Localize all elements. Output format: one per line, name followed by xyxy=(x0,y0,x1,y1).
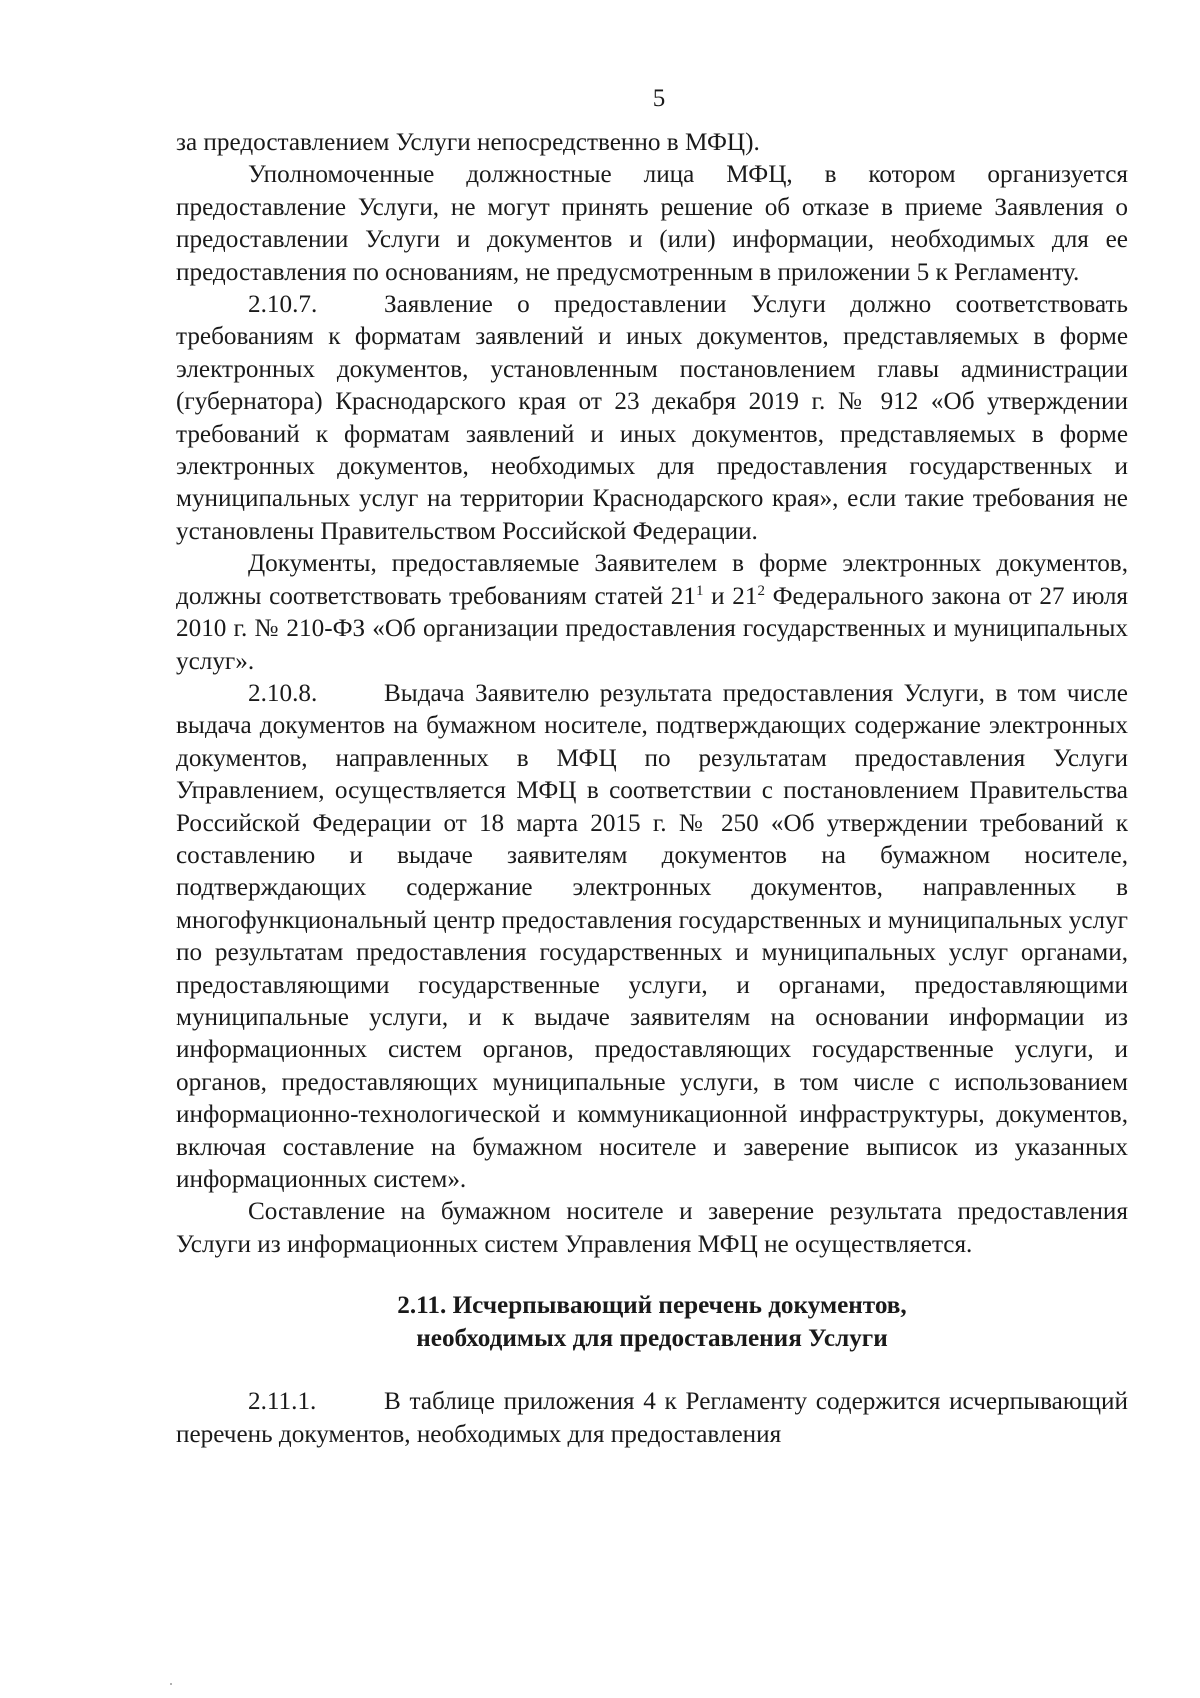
paragraph-text: Выдача Заявителю результата предоставления Услуги, в том числе выдача документов на бумажном носителе, подтверждающих содержание электронных документов, направленных в МФЦ по результатам предоставления Услуги Управлением, осуществляется МФЦ в соответствии с постановлением Правительства Российской Федерации от 18 марта 2015 г. № 250 «Об утверждении требований к составлению и выдаче заявителям документов на бумажном носителе, подтверждающих содержание электронных документов, направленных в многофункциональный центр предоставления государственных и муниципальных услуг по результатам предоставления государственных и муниципальных услуг органами, предоставляющими государственные услуги, и органами, предоставляющими муниципальные услуги, и к выдаче заявителям на основании информации из информационных систем органов, предоставляющих государственные услуги, и органов, предоставляющих муниципальные услуги, в том числе с использованием информационно-технологической и коммуникационной инфраструктуры, документов, включая составление на бумажном носителе и заверение выписок из указанных информационных систем». xyxy=(176,679,1128,1193)
paragraph-2-10-8 xyxy=(176,678,1128,1197)
heading-line-2: необходимых для предоставления Услуги xyxy=(416,1325,888,1353)
document-body xyxy=(176,127,1128,1451)
paragraph-text: Составление на бумажном носителе и заверение результата предоставления Услуги из информационных систем Управления МФЦ не осуществляется. xyxy=(176,1198,1128,1258)
page-number: 5 xyxy=(652,85,666,112)
paragraph-2-11-1 xyxy=(176,1386,1128,1451)
paragraph-continuation xyxy=(176,127,1128,159)
paragraph-paper-certification xyxy=(176,1196,1128,1261)
clause-number: 2.10.8. xyxy=(248,679,318,707)
paragraph-text: Заявление о предоставлении Услуги должно соответствовать требованиям к форматам заявлений и иных документов, представляемых в форме электронных документов, установленным постановлением главы администрации (губернатора) Краснодарского края от 23 декабря 2019 г. № 912 «Об утверждении требований к форматам заявлений и иных документов, представляемых в форме электронных документов, необходимых для предоставления государственных и муниципальных услуг на территории Краснодарского края», если такие требования не установлены Правительством Российской Федерации. xyxy=(176,291,1128,545)
paragraph-text: В таблице приложения 4 к Регламенту содержится исчерпывающий перечень документов, необходимых для предоставления xyxy=(176,1388,1128,1448)
paragraph-text-after: Федерального закона от 27 июля 2010 г. № 210-ФЗ «Об организации предоставления государственных и муниципальных услуг». xyxy=(176,582,1128,675)
paragraph-text: за предоставлением Услуги непосредственно в МФЦ). xyxy=(176,129,760,156)
paragraph-mfc-officials xyxy=(176,159,1128,289)
paragraph-text: Уполномоченные должностные лица МФЦ, в котором организуется предоставление Услуги, не могут принять решение об отказе в приеме Заявления о предоставлении Услуги и документов и (или) информации, необходимых для ее предоставления по основаниям, не предусмотренным в приложении 5 к Регламенту. xyxy=(176,161,1128,286)
scan-speck xyxy=(170,1683,172,1685)
clause-number: 2.10.7. xyxy=(248,291,318,319)
paragraph-text-mid: и 21 xyxy=(703,582,758,610)
superscript-1: 1 xyxy=(696,582,704,599)
clause-number: 2.11.1. xyxy=(248,1388,317,1416)
superscript-2: 2 xyxy=(757,582,765,599)
paragraph-text-before: Документы, предоставляемые Заявителем в форме электронных документов, должны соответствовать требованиям статей 21 xyxy=(176,550,1128,610)
heading-line-1: 2.11. Исчерпывающий перечень документов, xyxy=(397,1292,907,1320)
paragraph-electronic-documents xyxy=(176,548,1128,678)
paragraph-2-10-7 xyxy=(176,289,1128,548)
section-heading-2-11 xyxy=(176,1289,1128,1355)
